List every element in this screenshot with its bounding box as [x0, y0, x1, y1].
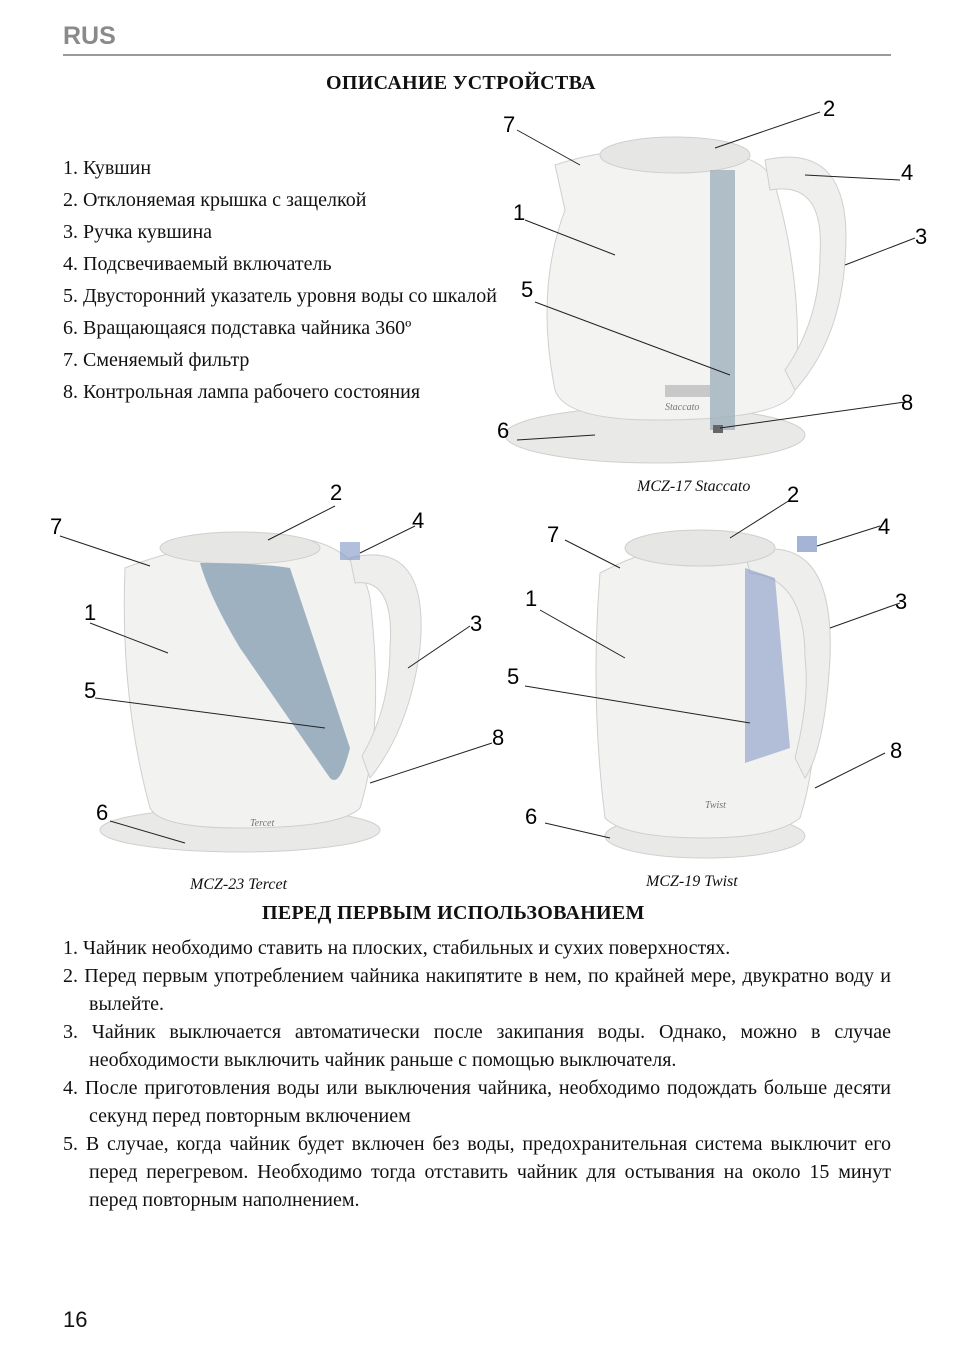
list-item: 6. Вращающаяся подставка чайника 360º: [63, 317, 412, 339]
list-item: 3. Ручка кувшина: [63, 221, 213, 243]
page-number: 16: [63, 1307, 88, 1332]
list-item: 4. После приготовления воды или выключения чайника, необходимо подождать больше десяти секунд перед повторным включением: [63, 1077, 891, 1127]
description-title: ОПИСАНИЕ УСТРОЙСТВА: [326, 72, 596, 94]
tercet-caption: MCZ-23 Tercet: [190, 876, 288, 893]
callout-7: 7: [50, 514, 63, 539]
callout-7: 7: [503, 112, 516, 137]
callout-7: 7: [547, 522, 560, 547]
callout-4: 4: [878, 514, 891, 539]
callout-5: 5: [84, 678, 97, 703]
twist-caption: MCZ-19 Twist: [646, 873, 738, 890]
parts-list: [63, 152, 503, 408]
twist-model-label: Twist: [705, 800, 726, 811]
callout-4: 4: [901, 160, 914, 185]
callout-3: 3: [895, 589, 908, 614]
callout-4: 4: [412, 508, 425, 533]
list-item: 4. Подсвечиваемый включатель: [63, 253, 332, 275]
list-item: 1. Чайник необходимо ставить на плоских, стабильных и сухих поверхностях.: [63, 937, 731, 959]
callout-6: 6: [525, 804, 538, 829]
list-item: 2. Перед первым употреблением чайника накипятите в нем, по крайней мере, двукратно воду и вылейте.: [63, 965, 891, 1015]
callout-2: 2: [330, 480, 343, 505]
before-use-title: ПЕРЕД ПЕРВЫМ ИСПОЛЬЗОВАНИЕМ: [262, 902, 645, 924]
callout-3: 3: [470, 611, 483, 636]
staccato-kettle-illustration: [495, 90, 935, 480]
callout-2: 2: [787, 482, 800, 507]
callout-8: 8: [492, 725, 505, 750]
callout-2: 2: [823, 96, 836, 121]
header-divider: [63, 54, 891, 56]
list-item: 8. Контрольная лампа рабочего состояния: [63, 381, 421, 403]
callout-8: 8: [901, 390, 914, 415]
callout-1: 1: [525, 586, 538, 611]
staccato-model-label: Staccato: [665, 402, 700, 413]
callout-5: 5: [521, 277, 534, 302]
list-item: 2. Отклоняемая крышка с защелкой: [63, 189, 367, 211]
list-item: 5. В случае, когда чайник будет включен без воды, предохранительная система выключит его перед перегревом. Необходимо тогда отставить чайник для остывания на около 15 минут перед повторным наполнением.: [63, 1133, 891, 1211]
list-item: 5. Двусторонний указатель уровня воды со шкалой: [63, 285, 497, 307]
list-item: 1. Кувшин: [63, 157, 152, 179]
callout-8: 8: [890, 738, 903, 763]
callout-1: 1: [513, 200, 526, 225]
staccato-caption: MCZ-17 Staccato: [637, 478, 751, 495]
tercet-model-label: Tercet: [250, 818, 275, 829]
list-item: 7. Сменяемый фильтр: [63, 349, 250, 371]
callout-6: 6: [96, 800, 109, 825]
instructions-list: [63, 934, 891, 1214]
callout-5: 5: [507, 664, 520, 689]
tercet-kettle-illustration: [40, 478, 520, 878]
twist-kettle-illustration: [505, 478, 925, 878]
callout-1: 1: [84, 600, 97, 625]
language-label: RUS: [63, 22, 116, 50]
list-item: 3. Чайник выключается автоматически после закипания воды. Однако, можно в случае необходимости выключить чайник раньше с помощью выключателя.: [63, 1021, 891, 1071]
callout-6: 6: [497, 418, 510, 443]
callout-3: 3: [915, 224, 928, 249]
